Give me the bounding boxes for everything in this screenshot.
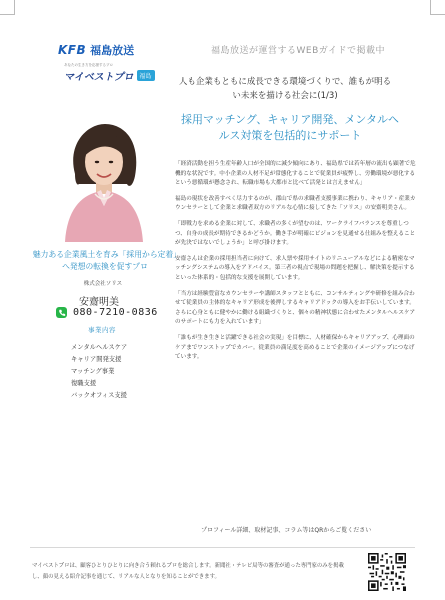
business-item: 復職支援	[71, 380, 97, 387]
body-paragraph: 「即戦力を求める企業に対して、求職者の多くが望むのは、ワークライフバランスを尊重しつつ、自身の成長が期待できるかどうか。働き手が明確にビジョンを見通せる仕組みを整えることが先決ではないでしょうか」と呼び掛けます。	[175, 220, 416, 247]
region-badge: 福島	[137, 70, 155, 81]
business-list	[71, 342, 127, 402]
portrait-illustration	[57, 114, 149, 242]
body-paragraph: 福島の現状を改善すべく尽力するのが、郡山で県の求職者支援事業に携わり、キャリア・産業カウンセラーとして企業と求職者双方のリアルな心情に接してきた「ソリス」の安齋明美さん。	[175, 195, 416, 212]
business-item: メンタルヘルスケア	[71, 344, 128, 351]
business-item: キャリア開発支援	[71, 356, 122, 363]
mybestpro-name: マイベストプロ	[64, 72, 134, 83]
portrait-photo	[57, 114, 149, 242]
body-paragraph: 安齋さんは企業の採用担当者に向けて、求人票や採用サイトのリニューアルなどによる精密なマッチングシステムの導入をアドバイス。第三者の視点で現場の問題を把握し、解決策を提示するといった体系的・包括的な支援を展開しています。	[175, 255, 415, 281]
phone-row	[56, 307, 158, 318]
mybestpro-tagline: あなたの生き方を応援するプロ	[64, 63, 113, 67]
crop-mark-top-right	[430, 0, 445, 15]
pro-catchphrase: 魅力ある企業風土を育み「採用から定着」へ発想の転換を促すプロ	[32, 250, 178, 271]
company-name: 株式会社ソリス	[83, 281, 123, 287]
mybestpro-logo	[64, 63, 155, 83]
kfb-logo	[58, 42, 134, 58]
kfb-mark: KFB	[58, 43, 87, 57]
article-body	[175, 160, 418, 369]
business-item: バックオフィス支援	[71, 392, 127, 399]
header-note: 福島放送が運営するWEBガイドで掲載中	[211, 46, 385, 56]
business-item: マッチング事業	[71, 368, 115, 375]
body-paragraph: 「誰もが生き生きと活躍できる社会の実現」を目標に、人材確保からキャリアアップ、心理面のケアまでワンストップでカバー。従業員の満足度を高めることで企業のイメージアップにつなげています。	[175, 334, 415, 361]
footer-text: マイベストプロは、顧客ひとりひとりに向き合う頼れるプロを総合します。新聞社・テレビ局等の審査が通った専門家のみを掲載し、顔の見える紹介記事を通じて、リアルな人となりを知ることができます。	[32, 563, 344, 580]
phone-icon	[56, 307, 67, 318]
qr-note: プロフィール詳細、取材記事、コラム等はQRからご覧ください	[201, 527, 372, 534]
qr-code[interactable]	[368, 553, 406, 591]
article-headline: 採用マッチング、キャリア開発、メンタルヘルス対策を包括的にサポート	[181, 113, 399, 142]
person-name: 安齋明美	[79, 297, 119, 308]
article-title: 人も企業もともに成長できる環境づくりで、誰もが明るい未来を描ける社会に(1/3)	[178, 77, 392, 101]
business-title: 事業内容	[88, 326, 116, 334]
kfb-station-name: 福島放送	[90, 44, 135, 57]
body-paragraph: 「経済活動を担う生産年齢人口が全国的に減少傾向にあり、福島県では若年層の流出も顕著で危機的な状況です。中小企業の人材不足が常態化することで従業員が疲弊し、労働環境が悪化するという悪循環が懸念され、転職市場も大都市と比べて活発とは言えません」	[175, 161, 416, 187]
crop-mark-top-left	[0, 0, 15, 15]
phone-number[interactable]: 080-7210-0836	[73, 307, 158, 318]
footer-divider	[30, 547, 415, 548]
body-paragraph: 「当方は経験豊富なカウンセラーや講師スタッフとともに、コンサルティングや研修を組み合わせて従業員の主体的なキャリア形成を後押しするキャリアドックの導入をお手伝いしています。さらに心身ともに健やかに働ける組織づくりと、個々の精神状態に合わせたメンタルヘルスケアのサポートにも力を入れています」	[175, 290, 416, 326]
